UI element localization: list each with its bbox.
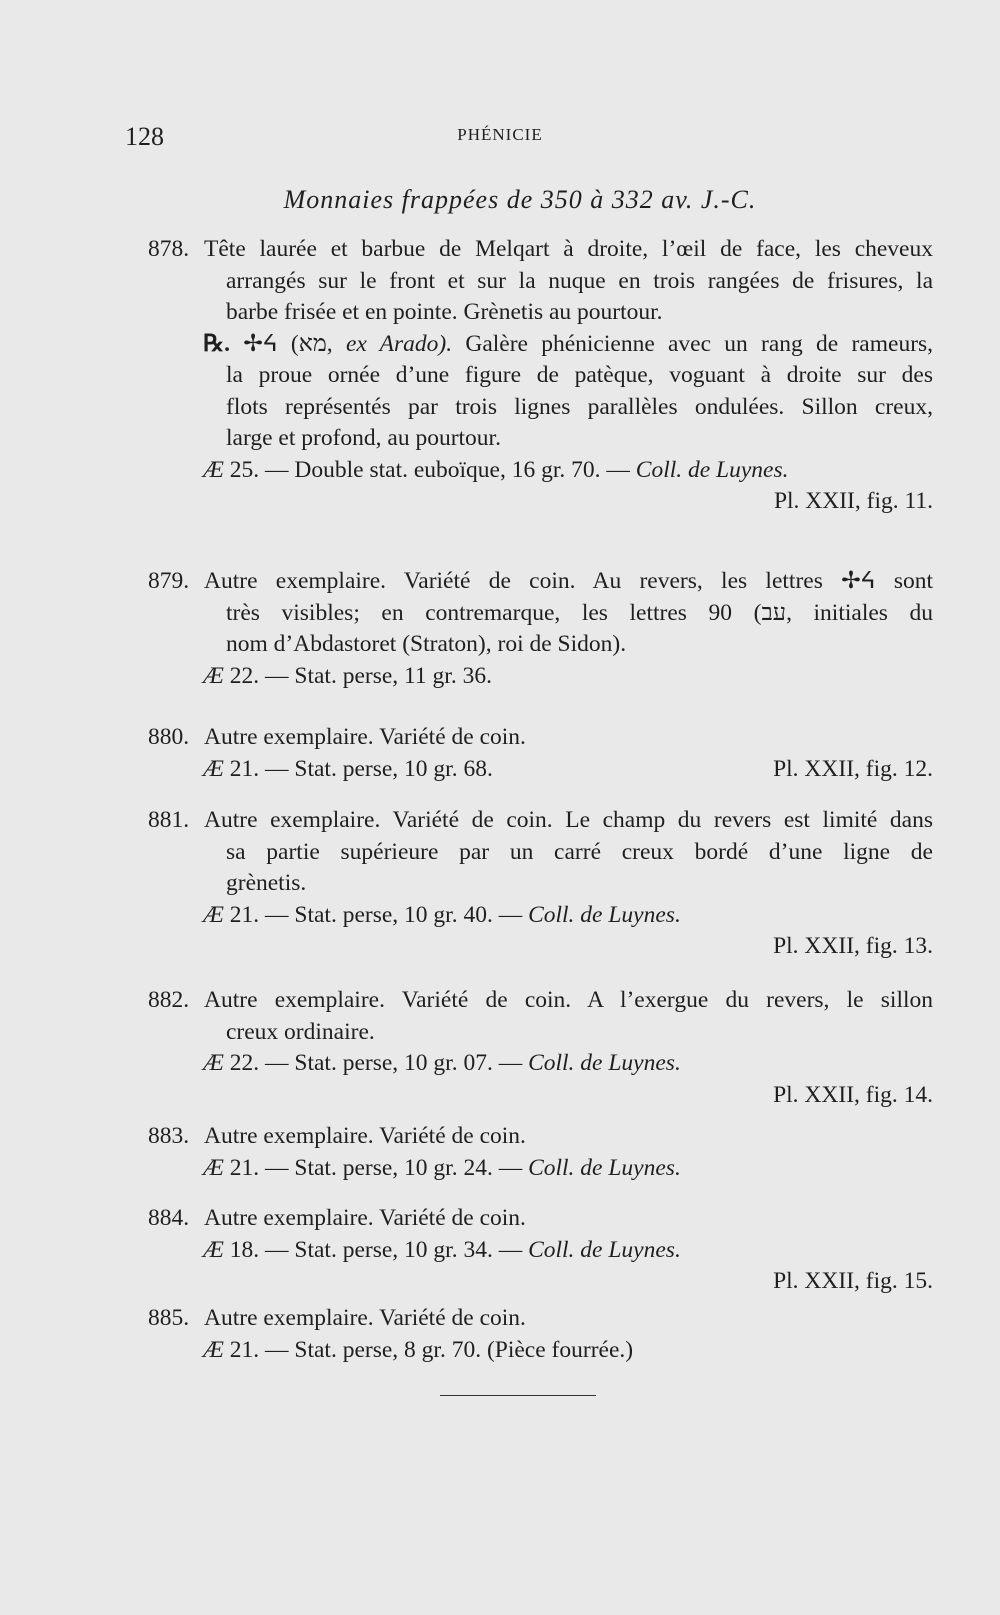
metal-symbol: Æ xyxy=(203,1050,224,1076)
plate-reference: Pl. XXII, fig. 11. xyxy=(773,488,933,514)
coin-metadata: 25. — Double stat. euboïque, 16 gr. 70. — xyxy=(229,456,630,483)
entry-number: 885. xyxy=(148,1305,190,1331)
entry-description: grènetis. xyxy=(226,870,307,896)
metal-symbol: Æ xyxy=(203,901,224,928)
catalog-entry-881 xyxy=(148,805,933,963)
entry-description: Tête laurée et barbue de Melqart à droite, l’œil de face, les cheveux xyxy=(204,236,933,262)
metal-symbol: Æ xyxy=(203,662,224,689)
plate-reference: Pl. XXII, fig. 13. xyxy=(773,933,933,959)
phoenician-letters: ✢ᔦ xyxy=(243,330,278,357)
entry-number: 883. xyxy=(148,1123,190,1149)
coin-metadata: 21. — Stat. perse, 10 gr. 24. — xyxy=(229,1154,523,1181)
entry-number: 878. xyxy=(148,236,190,262)
coin-metadata: 18. — Stat. perse, 10 gr. 34. — xyxy=(229,1236,523,1263)
metal-symbol: Æ xyxy=(203,1154,224,1181)
collection-name: Coll. de Luynes. xyxy=(528,1050,681,1076)
entry-description: sa partie supérieure par un carré creux bordé d’une ligne de xyxy=(226,838,933,865)
catalog-entry-883 xyxy=(148,1121,933,1184)
entry-number: 879. xyxy=(148,568,190,594)
end-rule xyxy=(440,1395,596,1396)
entry-description: Autre exemplaire. Variété de coin. xyxy=(204,1305,526,1331)
catalog-entry-878 xyxy=(148,234,933,518)
entry-description: Autre exemplaire. Variété de coin. Au revers, les lettres ✢ᔦ sont xyxy=(204,568,933,594)
catalog-entry-885 xyxy=(148,1303,933,1366)
coin-metadata: 22. — Stat. perse, 10 gr. 07. — xyxy=(229,1050,523,1076)
reverse-description: Galère phénicienne avec un rang de rameurs, xyxy=(465,330,934,357)
metal-symbol: Æ xyxy=(203,1336,224,1363)
plate-reference: Pl. XXII, fig. 14. xyxy=(773,1081,933,1108)
metal-symbol: Æ xyxy=(203,1236,224,1263)
coin-metadata: 21. — Stat. perse, 10 gr. 40. — xyxy=(229,901,523,928)
collection-name: Coll. de Luynes. xyxy=(635,456,789,483)
running-title: PHÉNICIE xyxy=(457,125,543,144)
page-number: 128 xyxy=(125,122,164,151)
metal-symbol: Æ xyxy=(203,456,224,483)
entry-number: 880. xyxy=(148,724,190,750)
entry-description: Autre exemplaire. Variété de coin. xyxy=(204,1123,526,1149)
entry-description: nom d’Abdastoret (Straton), roi de Sidon). xyxy=(226,631,627,657)
entry-description: barbe frisée et en pointe. Grènetis au pourtour. xyxy=(226,299,663,325)
coin-metadata: 22. — Stat. perse, 11 gr. 36. xyxy=(229,662,492,689)
catalog-entry-880 xyxy=(148,722,933,785)
catalog-entry-879 xyxy=(148,566,933,692)
section-title: Monnaies frappées de 350 à 332 av. J.-C. xyxy=(283,185,757,214)
entry-number: 882. xyxy=(148,987,190,1013)
mint-name: ex Arado). xyxy=(345,330,453,357)
plate-reference: Pl. XXII, fig. 15. xyxy=(773,1268,933,1294)
entry-description: Autre exemplaire. Variété de coin. A l’exergue du revers, le sillon xyxy=(204,987,933,1013)
entry-description: Autre exemplaire. Variété de coin. Le champ du revers est limité dans xyxy=(204,807,933,833)
collection-name: Coll. de Luynes. xyxy=(528,1236,681,1263)
entry-description: Autre exemplaire. Variété de coin. xyxy=(204,724,526,750)
catalog-entry-882 xyxy=(148,985,933,1111)
reverse-description: flots représentés par trois lignes parallèles ondulées. Sillon creux, xyxy=(226,393,933,420)
entry-description: Autre exemplaire. Variété de coin. xyxy=(204,1205,526,1231)
entry-description: très visibles; en contremarque, les lettres 90 (עב, initiales du xyxy=(226,599,934,626)
reverse-description: la proue ornée d’une figure de patèque, voguant à droite sur des xyxy=(226,362,933,388)
entry-description: arrangés sur le front et sur la nuque en trois rangées de frisures, la xyxy=(226,267,933,294)
reverse-mark: ℞. xyxy=(203,330,230,357)
entry-number: 881. xyxy=(148,807,190,833)
catalog-entry-884 xyxy=(148,1203,933,1298)
coin-metadata: 21. — Stat. perse, 8 gr. 70. (Pièce fourrée.) xyxy=(229,1336,634,1363)
coin-metadata: 21. — Stat. perse, 10 gr. 68. xyxy=(229,755,493,782)
entry-description: creux ordinaire. xyxy=(226,1018,375,1045)
hebrew-transliteration: (מא, xyxy=(290,330,333,357)
plate-reference: Pl. XXII, fig. 12. xyxy=(773,755,933,782)
metal-symbol: Æ xyxy=(203,755,224,782)
collection-name: Coll. de Luynes. xyxy=(528,901,681,928)
entry-number: 884. xyxy=(148,1205,190,1231)
collection-name: Coll. de Luynes. xyxy=(528,1154,681,1181)
reverse-description: large et profond, au pourtour. xyxy=(226,425,501,451)
